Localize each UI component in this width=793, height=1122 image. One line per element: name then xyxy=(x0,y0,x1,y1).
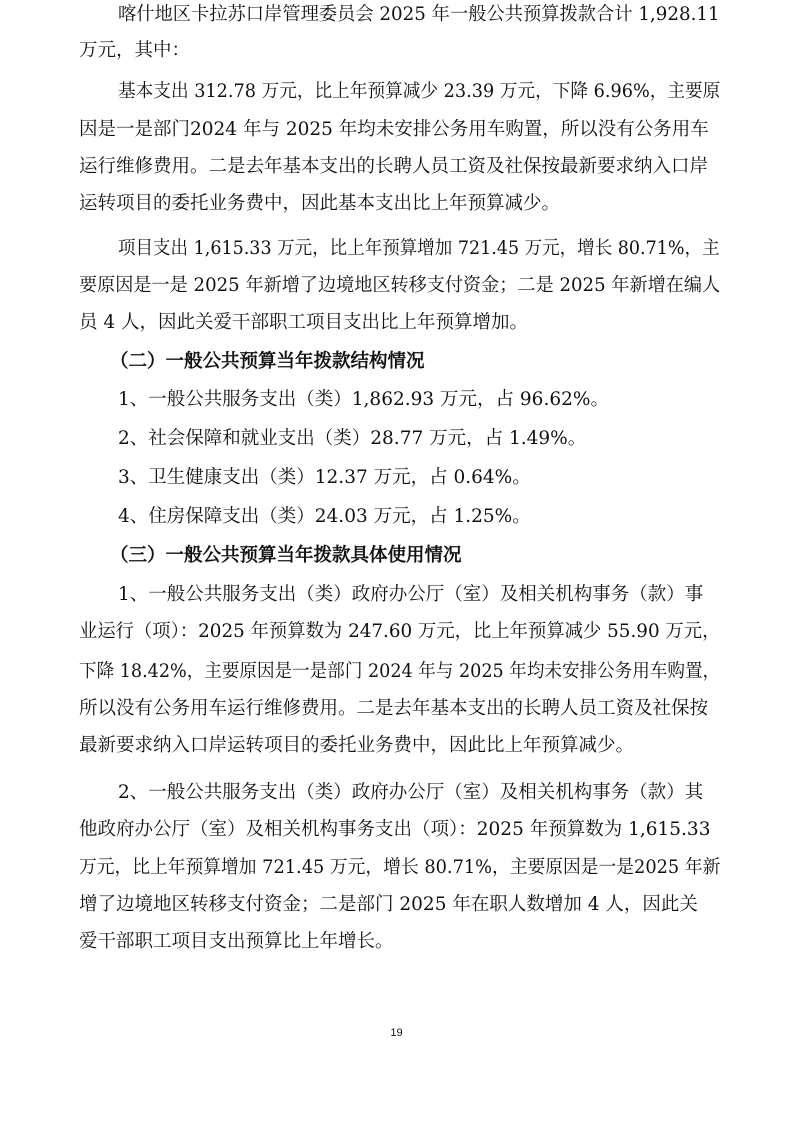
section-heading: （二）一般公共预算当年拨款结构情况 xyxy=(110,351,425,372)
text-line: 员 4 人，因此关爱干部职工项目支出比上年预算增加。 xyxy=(79,312,529,333)
text-line: 1、一般公共服务支出（类）政府办公厅（室）及相关机构事务（款）事 xyxy=(118,584,704,605)
text-line: 喀什地区卡拉苏口岸管理委员会 2025 年一般公共预算拨款合计 1,928.11 xyxy=(118,4,720,25)
text-line: 运行维修费用。二是去年基本支出的长聘人员工资及社保按最新要求纳入口岸 xyxy=(79,156,709,177)
text-line: 所以没有公务用车运行维修费用。二是去年基本支出的长聘人员工资及社保按 xyxy=(79,698,709,719)
text-line: 业运行（项）：2025 年预算数为 247.60 万元，比上年预算减少 55.90 万元， xyxy=(79,621,721,642)
list-item: 4、住房保障支出（类）24.03 万元，占 1.25%。 xyxy=(118,506,531,527)
page-number: 19 xyxy=(390,1027,403,1039)
section-heading: （三）一般公共预算当年拨款具体使用情况 xyxy=(110,545,462,566)
text-line: 项目支出 1,615.33 万元，比上年预算增加 721.45 万元，增长 80.71%，主 xyxy=(118,238,720,259)
text-line: 万元，其中： xyxy=(79,40,191,61)
list-item: 3、卫生健康支出（类）12.37 万元，占 0.64%。 xyxy=(118,467,531,488)
text-line: 万元，比上年预算增加 721.45 万元，增长 80.71%，主要原因是一是2025 年新 xyxy=(79,857,721,878)
list-item: 1、一般公共服务支出（类）1,862.93 万元，占 96.62%。 xyxy=(118,389,609,410)
text-line: 下降 18.42%，主要原因是一是部门 2024 年与 2025 年均未安排公务用车购置， xyxy=(79,661,721,682)
text-line: 因是一是部门2024 年与 2025 年均未安排公务用车购置，所以没有公务用车 xyxy=(79,119,709,140)
text-line: 爱干部职工项目支出预算比上年增长。 xyxy=(79,931,394,952)
text-line: 增了边境地区转移支付资金；二是部门 2025 年在职人数增加 4 人，因此关 xyxy=(79,894,698,915)
text-line: 要原因是一是 2025 年新增了边境地区转移支付资金；二是 2025 年新增在编人 xyxy=(79,275,721,296)
text-line: 基本支出 312.78 万元，比上年预算减少 23.39 万元，下降 6.96%，主要原 xyxy=(118,81,721,102)
text-line: 运转项目的委托业务费中，因此基本支出比上年预算减少。 xyxy=(79,193,561,214)
text-line: 他政府办公厅（室）及相关机构事务支出（项）：2025 年预算数为 1,615.33 xyxy=(79,819,711,840)
text-line: 2、一般公共服务支出（类）政府办公厅（室）及相关机构事务（款）其 xyxy=(118,782,704,803)
list-item: 2、社会保障和就业支出（类）28.77 万元，占 1.49%。 xyxy=(118,428,587,449)
text-line: 最新要求纳入口岸运转项目的委托业务费中，因此比上年预算减少。 xyxy=(79,735,635,756)
